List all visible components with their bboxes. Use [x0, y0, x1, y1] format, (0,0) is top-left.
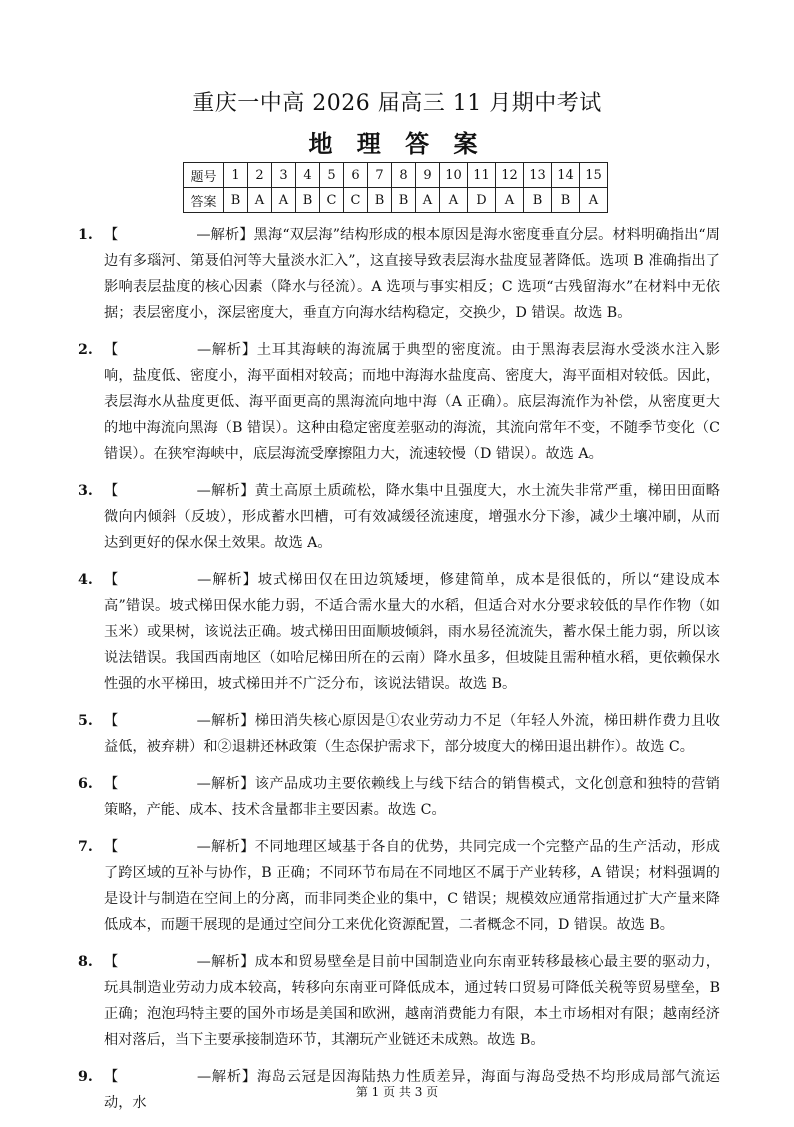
- question-number: 8: [392, 163, 416, 188]
- item-number: 5.: [78, 713, 93, 729]
- bracket-open: 【: [104, 342, 119, 358]
- bracket-open: 【: [104, 776, 119, 792]
- analysis-tag: —解析】: [196, 483, 255, 499]
- answer-cell: B: [224, 188, 248, 213]
- analysis-tag: —解析】: [197, 572, 258, 588]
- answer-cell: A: [580, 188, 608, 213]
- explanation-text: 梯田消失核心原因是①农业劳动力不足（年轻人外流，梯田耕作费力且收益低，被弃耕）和②退耕还林政策（生态保护需求下，部分坡度大的梯田退出耕作）。故选 C。: [104, 713, 720, 755]
- question-number: 6: [344, 163, 368, 188]
- answer-cell: A: [416, 188, 440, 213]
- explanation-text: 该产品成功主要依赖线上与线下结合的销售模式，文化创意和独特的营销策略，产能、成本、技术含量都非主要因素。故选 C。: [104, 776, 720, 818]
- analysis-tag: —解析】: [196, 227, 254, 243]
- explanation-text: 坡式梯田仅在田边筑矮埂，修建简单，成本是很低的，所以“建设成本高”错误。坡式梯田保水能力弱，不适合需水量大的水稻，但适合对水分要求较低的旱作作物（如玉米）或果树，该说法正确。坡式梯田田面顺坡倾斜，雨水易径流流失，蓄水保土能力弱，所以该说法错误。我国西南地区（如哈尼梯田所在的云南）降水虽多，但坡陡且需种植水稻，更依赖保水性强的水平梯田，坡式梯田并不广泛分布，该说法错误。故选 B。: [104, 572, 720, 692]
- answer-table: [183, 162, 608, 213]
- answer-table-number-row: [184, 163, 608, 188]
- question-number: 4: [296, 163, 320, 188]
- item-number: 9.: [78, 1069, 93, 1085]
- question-number: 11: [468, 163, 496, 188]
- row-label: 答案: [184, 188, 224, 213]
- question-number: 10: [440, 163, 468, 188]
- answer-cell: D: [468, 188, 496, 213]
- bracket-open: 【: [104, 713, 119, 729]
- analysis-tag: —解析】: [196, 342, 257, 358]
- answer-cell: B: [524, 188, 552, 213]
- bracket-open: 【: [104, 1069, 119, 1085]
- explanation-item: [78, 771, 720, 823]
- explanation-text: 黑海“双层海”结构形成的根本原因是海水密度垂直分层。材料明确指出“周边有多瑙河、第聂伯河等大量淡水汇入”，这直接导致表层海水盐度显著降低。选项 B 准确指出了影响表层盐度的核心因素（降水与径流）。A 选项与事实相反；C 选项“古残留海水”在材料中无依据；表层密度小，深层密度大，垂直方向海水结构稳定，交换少，D 错误。故选 B。: [104, 227, 720, 321]
- bracket-open: 【: [104, 483, 119, 499]
- explanation-item: [78, 949, 720, 1053]
- explanation-list: [78, 222, 720, 1127]
- question-number: 13: [524, 163, 552, 188]
- row-label: 题号: [184, 163, 224, 188]
- explanation-text: 不同地理区域基于各自的优势，共同完成一个完整产品的生产活动，形成了跨区域的互补与协作，B 正确；不同环节布局在不同地区不属于产业转移，A 错误；材料强调的是设计与制造在空间上的分离，而非同类企业的集中，C 错误；规模效应通常指通过扩大产量来降低成本，而题干展现的是通过空间分工来优化资源配置，二者概念不同，D 错误。故选 B。: [104, 839, 720, 933]
- answer-cell: A: [440, 188, 468, 213]
- question-number: 12: [496, 163, 524, 188]
- question-number: 15: [580, 163, 608, 188]
- bracket-open: 【: [104, 954, 119, 970]
- question-number: 5: [320, 163, 344, 188]
- answer-cell: B: [368, 188, 392, 213]
- item-number: 1.: [78, 227, 93, 243]
- question-number: 3: [272, 163, 296, 188]
- question-number: 7: [368, 163, 392, 188]
- question-number: 9: [416, 163, 440, 188]
- analysis-tag: —解析】: [196, 954, 255, 970]
- page-title: 重庆一中高 2026 届高三 11 月期中考试: [192, 91, 602, 116]
- explanation-text: 黄土高原土质疏松，降水集中且强度大，水土流失非常严重，梯田田面略微向内倾斜（反坡），形成蓄水凹槽，可有效减缓径流速度，增强水分下渗，减少土壤冲刷，从而达到更好的保水保土效果。故选 A。: [104, 483, 720, 551]
- explanation-text: 土耳其海峡的海流属于典型的密度流。由于黑海表层海水受淡水注入影响，盐度低、密度小，海平面相对较高；而地中海海水盐度高、密度大，海平面相对较低。因此，表层海水从盐度更低、海平面更高的黑海流向地中海（A 正确）。底层海流作为补偿，从密度更大的地中海流向黑海（B 错误）。这种由稳定密度差驱动的海流，其流向常年不变，不随季节变化（C 错误）。在狭窄海峡中，底层海流受摩擦阻力大，流速较慢（D 错误）。故选 A。: [104, 342, 720, 462]
- item-number: 6.: [78, 776, 93, 792]
- item-number: 7.: [78, 839, 93, 855]
- answer-cell: A: [496, 188, 524, 213]
- answer-cell: C: [344, 188, 368, 213]
- explanation-item: [78, 708, 720, 760]
- answer-cell: A: [248, 188, 272, 213]
- answer-cell: C: [320, 188, 344, 213]
- analysis-tag: —解析】: [196, 839, 255, 855]
- explanation-item: [78, 337, 720, 467]
- item-number: 8.: [78, 954, 93, 970]
- analysis-tag: —解析】: [196, 713, 255, 729]
- page-footer: 第 1 页 共 3 页: [355, 1085, 439, 1099]
- explanation-item: [78, 222, 720, 326]
- answer-cell: B: [296, 188, 320, 213]
- analysis-tag: —解析】: [196, 776, 255, 792]
- item-number: 2.: [78, 342, 93, 358]
- answer-cell: B: [392, 188, 416, 213]
- answer-table-answer-row: [184, 188, 608, 213]
- analysis-tag: —解析】: [196, 1069, 257, 1085]
- question-number: 1: [224, 163, 248, 188]
- question-number: 2: [248, 163, 272, 188]
- item-number: 3.: [78, 483, 93, 499]
- answer-cell: A: [272, 188, 296, 213]
- explanation-item: [78, 567, 720, 697]
- explanation-text: 海岛云冠是因海陆热力性质差异，海面与海岛受热不均形成局部气流运动，水: [104, 1069, 720, 1111]
- answer-cell: B: [552, 188, 580, 213]
- page-subtitle: 地 理 答 案: [308, 129, 486, 158]
- bracket-open: 【: [104, 227, 119, 243]
- item-number: 4.: [78, 572, 93, 588]
- bracket-open: 【: [104, 572, 120, 588]
- bracket-open: 【: [104, 839, 119, 855]
- question-number: 14: [552, 163, 580, 188]
- explanation-item: [78, 834, 720, 938]
- explanation-item: [78, 478, 720, 556]
- explanation-text: 成本和贸易壁垒是目前中国制造业向东南亚转移最核心最主要的驱动力，玩具制造业劳动力成本较高，转移向东南亚可降低成本，通过转口贸易可降低关税等贸易壁垒，B 正确；泡泡玛特主要的国外市场是美国和欧洲，越南消费能力有限，本土市场相对有限；越南经济相对落后，当下主要承接制造环节，其潮玩产业链还未成熟。故选 B。: [104, 954, 720, 1048]
